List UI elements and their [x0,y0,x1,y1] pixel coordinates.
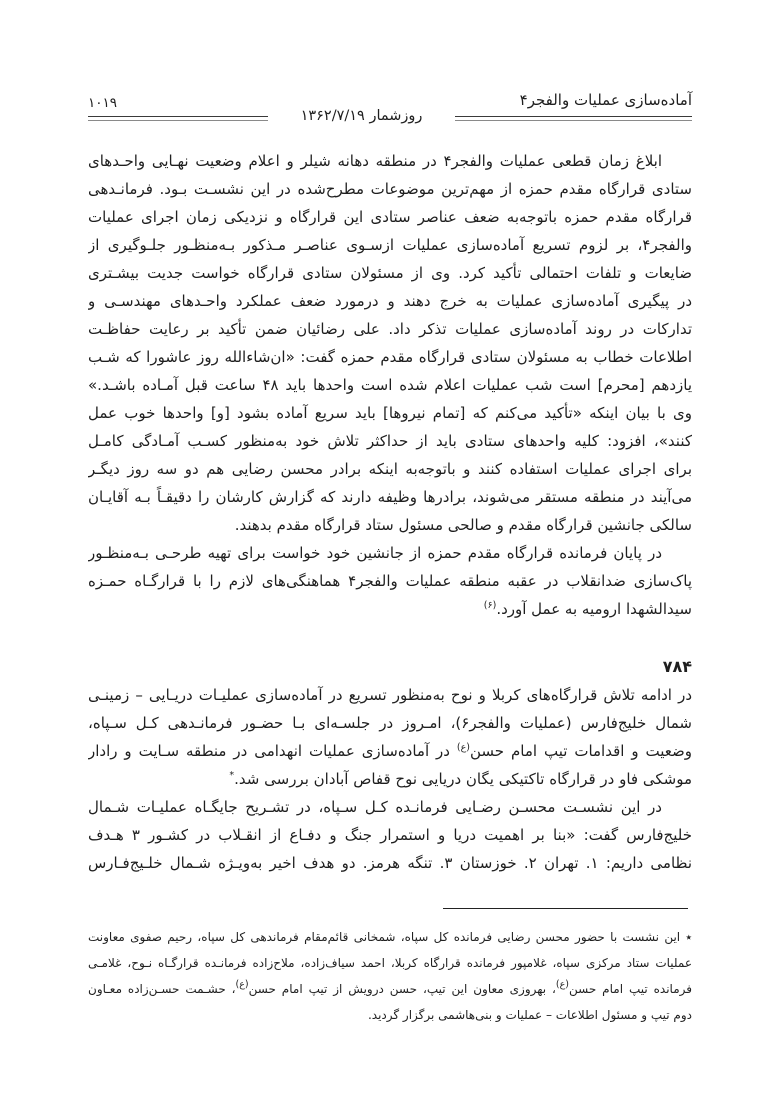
text-line: برای اجرای عملیات استفاده کنند و باتوجه‌به اینکه برادر محسن رضایی هم دو سه روز دیگـر [88,460,692,478]
text-line: ٭ این نشست با حضور محسن رضایی فرمانده کل سپاه، شمخانی قائم‌مقام فرماندهی کل سپاه، رحیم صفوی معاونت [88,930,692,944]
body-text-block [88,147,692,877]
text-line: اطلاعات خطاب به مسئولان ستادی قرارگاه مقدم حمزه گفت: «ان‌شاءالله روز عاشورا که شـب [88,348,692,366]
text-line: پاک‌سازی ضدانقلاب در عقبه منطقه عملیات والفجر۴ هماهنگی‌های لازم را با قرارگـاه حمـزه [88,572,692,590]
paragraph [88,681,692,793]
text-line: شمال خلیج‌فارس (عملیات والفجر۶)، امـروز در جلسـه‌ای بـا حضـور فرمانـدهی کـل سـپاه، [88,714,692,732]
entry-number-heading: ۷۸۴ [662,657,692,676]
text-line: عملیات ستاد مرکزی سپاه، غلامپور فرمانده قرارگاه کربلا، احمد سیاف‌زاده، ملاح‌زاده فرمانـده قرارگـاه نـوح، غلامـی [88,956,692,970]
paragraph [88,539,692,623]
text-line: قرارگاه مقدم حمزه باتوجه‌به ضعف عناصر ستادی این قرارگاه و نزدیکی زمان اجرای عملیات [88,208,692,226]
text-line: ستادی قرارگاه مقدم حمزه از مهم‌ترین موضوعات مطرح‌شده در این نشسـت بـود. فرمانـدهی [88,180,692,198]
text-line: فرمانده تیپ امام حسن$^{(ع)}$، بهروزی معاون این تیپ، حسن درویش از تیپ امام حسن$^{(ع)}$، حشـمت حسـن‌زاده معـاون [88,979,692,996]
text-line: نظامی داریم: ۱. تهران ۲. خوزستان ۳. تنگه هرمز. دو هدف اخیر به‌ویـژه شـمال خلـیج‌فـارس [88,854,692,872]
chronicle-date-label: روزشمار ۱۳۶۲/۷/۱۹ [300,108,423,124]
header-rule-right [455,116,692,121]
text-line: یازدهم [محرم] است شب عملیات اعلام شده است واحدها باید ۴۸ ساعت قبل آمـاده باشـد.» [88,376,692,394]
footnote-separator-rule [443,908,688,909]
footnote-paragraph [88,924,692,1028]
header-rule-left [88,116,268,121]
text-line: ابلاغ زمان قطعی عملیات والفجر۴ در منطقه دهانه شیلر و اعلام وضعیت نهـایی واحـدهای [88,152,662,170]
text-line: می‌آیند در منطقه مستقر می‌شوند، برادرها وظیفه دارند که گزارش کارشان را دقیقـاً بـه آقایـان [88,488,692,506]
text-line: خلیج‌فارس گفت: «بنا بر اهمیت دریا و استمرار جنگ و دفـاع از انقـلاب در کشـور ۳ هـدف [88,826,692,844]
text-line: تدارکات در روند آماده‌سازی عملیات تذکر داد. علی رضائیان ضمن تأکید بر رعایت حفاظـت [88,320,692,338]
text-line: دوم تیپ و مسئول اطلاعات – عملیات و بنی‌هاشمی برگزار گردید. [367,1008,692,1022]
text-line: سیدالشهدا ارومیه به عمل آورد.$^{(۶)}$ [483,600,692,618]
text-line: در پیگیری آماده‌سازی عملیات به خرج دهند و درمورد ضعف عملکرد واحـدهای مهندسـی و [88,292,692,310]
text-line: در پایان فرمانده قرارگاه مقدم حمزه از جانشین خود خواست برای تهیه طرحـی بـه‌منظـور [88,544,662,562]
text-line: سالکی جانشین قرارگاه مقدم و صالحی مسئول ستاد قرارگاه مقدم بدهند. [234,516,692,534]
text-line: در ادامه تلاش قرارگاه‌های کربلا و نوح به‌منظور تسریع در آماده‌سازی عملیـات دریـایی – زمینـی [88,686,692,704]
footnote-block [88,924,692,1028]
text-line: والفجر۴، بر لزوم تسریع آماده‌سازی عملیات ازسـوی عناصـر مـذکور بـه‌منظـور جلـوگیری از [88,236,692,254]
text-line: موشکی فاو در قرارگاه تاکتیکی یگان دریایی نوح قفاص آبادان بررسی شد.* [229,770,692,788]
page-number: ۱۰۱۹ [88,95,118,111]
text-line: کنند»، افزود: کلیه واحدهای ستادی باید از حداکثر تلاش خود به‌منظور کسـب آمـادگی کامـل [88,432,692,450]
paragraph [88,147,692,539]
paragraph [88,793,692,877]
text-line: وضعیت و اقدامات تیپ امام حسن$^{(ع)}$ در آماده‌سازی عملیات انهدامی در منطقه سـایت و رادار [88,742,692,760]
text-line: ضایعات و تلفات احتمالی تأکید کرد. وی از مسئولان ستادی قرارگاه خواست جدیت بیشـتری [88,264,692,282]
text-line: وی با بیان اینکه «تأکید می‌کنم که [تمام نیروها] باید سریع آماده بشود [و] واحدها خوب عمل [88,404,692,422]
running-header-title: آماده‌سازی عملیات والفجر۴ [519,91,692,109]
text-line: در این نشسـت محسـن رضـایی فرمانـده کـل سـپاه، در تشـریح جایگـاه عملیـات شـمال [88,798,662,816]
